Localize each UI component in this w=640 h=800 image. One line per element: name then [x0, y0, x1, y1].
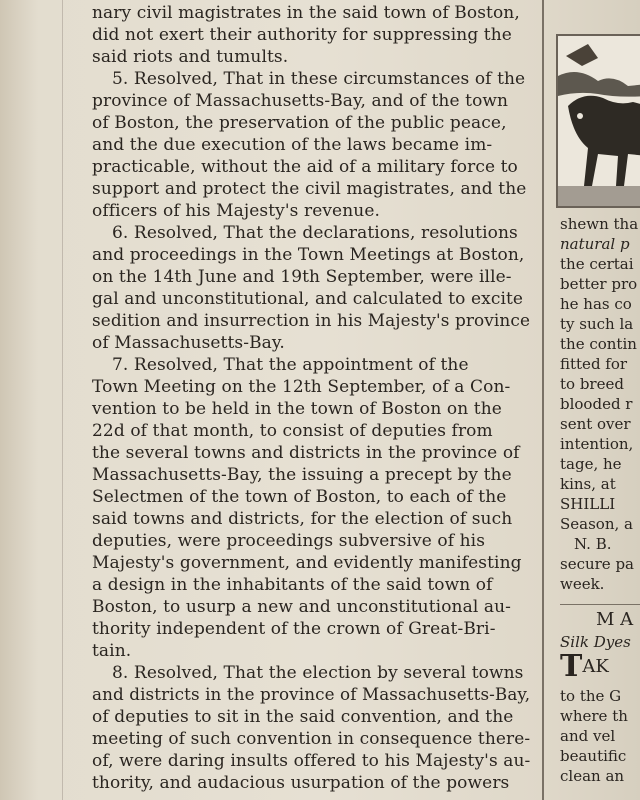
ad-line: where th	[560, 707, 628, 725]
ad-subheading: Silk Dyes	[560, 633, 631, 651]
adjacent-column	[556, 0, 640, 800]
article-line: 5. Resolved, That in these circumstances of the	[112, 69, 526, 89]
ad-initial	[560, 649, 640, 684]
article-line: 7. Resolved, That the appointment of the	[112, 355, 469, 375]
ad-line: and vel	[560, 727, 616, 745]
article-line: nary civil magistrates in the said town of Boston,	[92, 3, 520, 23]
sidebar-line: shewn tha	[560, 215, 639, 233]
article-line: and districts in the province of Massachusetts-Bay,	[92, 685, 531, 705]
article-line: Massachusetts-Bay, the issuing a precept by the	[92, 465, 512, 485]
article-line: of Boston, the preservation of the public peace,	[92, 113, 507, 133]
article-line: on the 14th June and 19th September, were ille-	[92, 267, 512, 287]
article-line: 6. Resolved, That the declarations, resolutions	[112, 223, 518, 243]
sidebar-line: sent over	[560, 415, 631, 433]
article-line: vention to be held in the town of Boston on the	[92, 399, 502, 419]
sidebar-line: week.	[560, 575, 605, 593]
ad-line: to the G	[560, 687, 622, 705]
article-line: of deputies to sit in the said convention, and the	[92, 707, 514, 727]
article-line: Selectmen of the town of Boston, to each of the	[92, 487, 507, 507]
article-line: the several towns and districts in the province of	[92, 443, 520, 463]
article-line: Boston, to usurp a new and unconstitutional au-	[92, 597, 511, 617]
article-line: did not exert their authority for suppressing the	[92, 25, 512, 45]
article-line: Majesty's government, and evidently manifesting	[92, 553, 522, 573]
article-line: a design in the inhabitants of the said town of	[92, 575, 493, 595]
article-line: Town Meeting on the 12th September, of a Con-	[92, 377, 511, 397]
article-line: and proceedings in the Town Meetings at Boston,	[92, 245, 525, 265]
sidebar-line: better pro	[560, 275, 638, 293]
ad-heading: M A	[596, 609, 634, 630]
article-line: tain.	[92, 641, 132, 661]
article-line: officers of his Majesty's revenue.	[92, 201, 380, 221]
article-line: 22d of that month, to consist of deputies from	[92, 421, 493, 441]
article-line: thority independent of the crown of Great-Bri-	[92, 619, 496, 639]
sidebar-rule	[560, 604, 640, 605]
article-line: and the due execution of the laws became im-	[92, 135, 493, 155]
sidebar-line: natural p	[560, 235, 630, 253]
sidebar-line: intention,	[560, 435, 634, 453]
sidebar-line: he has co	[560, 295, 632, 313]
sidebar-line: the contin	[560, 335, 637, 353]
sidebar-line: secure pa	[560, 555, 634, 573]
article-line: sedition and insurrection in his Majesty's province	[92, 311, 531, 331]
article-line: province of Massachusetts-Bay, and of the town	[92, 91, 509, 111]
sidebar-line: kins, at	[560, 475, 616, 493]
sidebar-line: tage, he	[560, 455, 622, 473]
page-fold-shadow	[62, 0, 63, 800]
ad-line: clean an	[560, 767, 625, 785]
article-line: practicable, without the aid of a military force to	[92, 157, 518, 177]
sidebar-line: N. B.	[574, 535, 612, 553]
article-line: meeting of such convention in consequence there-	[92, 729, 531, 749]
sidebar-line: blooded r	[560, 395, 633, 413]
ad-initial-letter: T	[560, 649, 583, 684]
sidebar-line: the certai	[560, 255, 634, 273]
article-column	[92, 0, 530, 800]
article-line: said riots and tumults.	[92, 47, 289, 67]
article-line: of Massachusetts-Bay.	[92, 333, 285, 353]
sidebar-line: to breed	[560, 375, 624, 393]
sidebar-line: fitted for	[560, 355, 628, 373]
ad-line: beautific	[560, 747, 627, 765]
article-line: said towns and districts, for the election of such	[92, 509, 513, 529]
article-line: deputies, were proceedings subversive of his	[92, 531, 486, 551]
sidebar-line: ty such la	[560, 315, 634, 333]
column-divider	[542, 0, 544, 800]
sidebar-line: SHILLI	[560, 495, 616, 513]
article-line: thority, and audacious usurpation of the powers	[92, 773, 510, 793]
sidebar-line: Season, a	[560, 515, 633, 533]
article-line: 8. Resolved, That the election by several towns	[112, 663, 524, 683]
ad-initial-rest: AK	[582, 656, 609, 677]
article-line: of, were daring insults offered to his Majesty's au-	[92, 751, 531, 771]
article-line: support and protect the civil magistrates, and the	[92, 179, 527, 199]
article-line: gal and unconstitutional, and calculated to excite	[92, 289, 524, 309]
